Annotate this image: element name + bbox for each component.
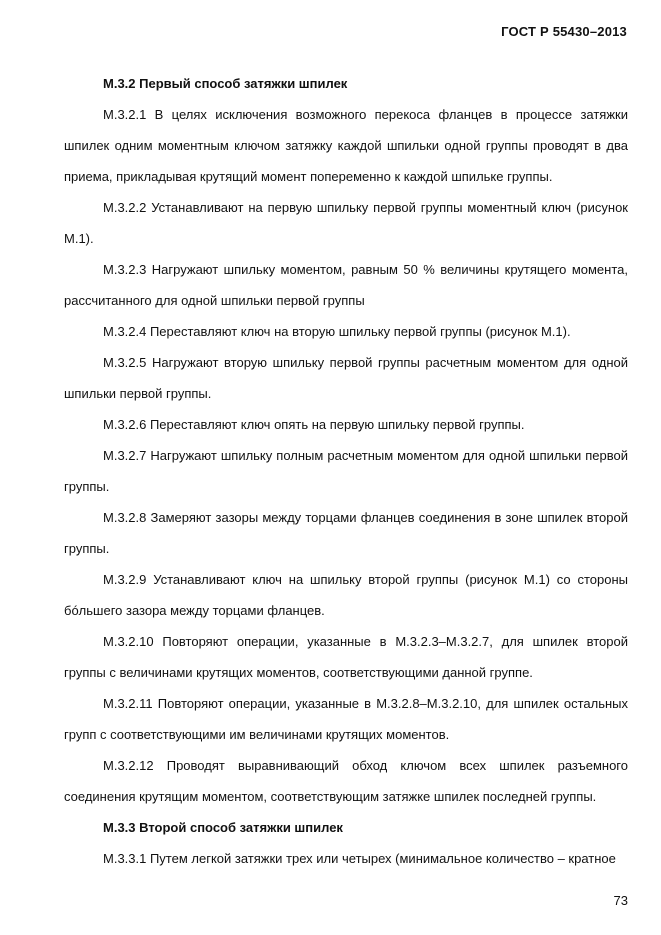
subsection-heading: М.3.3 Второй способ затяжки шпилек — [103, 820, 343, 835]
subsection-heading: М.3.2 Первый способ затяжки шпилек — [103, 76, 348, 91]
paragraph: М.3.2.12 Проводят выравнивающий обход ключом всех шпилек разъемного соединения крутящим моментом, соответствующим затяжке шпилек последней группы. — [64, 758, 628, 804]
document-code: ГОСТ Р 55430–2013 — [501, 24, 627, 39]
paragraph: М.3.3.1 Путем легкой затяжки трех или четырех (минимальное количество – кратное — [103, 851, 616, 866]
document-body — [64, 68, 628, 874]
paragraph: М.3.2.8 Замеряют зазоры между торцами фланцев соединения в зоне шпилек второй группы. — [64, 510, 628, 556]
paragraph: М.3.2.2 Устанавливают на первую шпильку первой группы моментный ключ (рисунок М.1). — [64, 200, 628, 246]
paragraph: М.3.2.3 Нагружают шпильку моментом, равным 50 % величины крутящего момента, рассчитанного для одной шпильки первой группы — [64, 262, 628, 308]
paragraph: М.3.2.6 Переставляют ключ опять на первую шпильку первой группы. — [103, 417, 525, 432]
paragraph: М.3.2.11 Повторяют операции, указанные в М.3.2.8–М.3.2.10, для шпилек остальных групп с соответствующими им величинами крутящих моментов. — [64, 696, 628, 742]
paragraph: М.3.2.7 Нагружают шпильку полным расчетным моментом для одной шпильки первой группы. — [64, 448, 628, 494]
paragraph: М.3.2.9 Устанавливают ключ на шпильку второй группы (рисунок М.1) со стороны бóльшего зазора между торцами фланцев. — [64, 572, 628, 618]
page-number: 73 — [613, 893, 628, 908]
paragraph: М.3.2.10 Повторяют операции, указанные в М.3.2.3–М.3.2.7, для шпилек второй группы с величинами крутящих моментов, соответствующими данной группе. — [64, 634, 628, 680]
paragraph: М.3.2.1 В целях исключения возможного перекоса фланцев в процессе затяжки шпилек одним моментным ключом затяжку каждой шпильки одной группы проводят в два приема, прикладывая крутящий момент попеременно к каждой шпильке группы. — [64, 107, 628, 184]
paragraph: М.3.2.5 Нагружают вторую шпильку первой группы расчетным моментом для одной шпильки первой группы. — [64, 355, 628, 401]
paragraph: М.3.2.4 Переставляют ключ на вторую шпильку первой группы (рисунок М.1). — [103, 324, 571, 339]
